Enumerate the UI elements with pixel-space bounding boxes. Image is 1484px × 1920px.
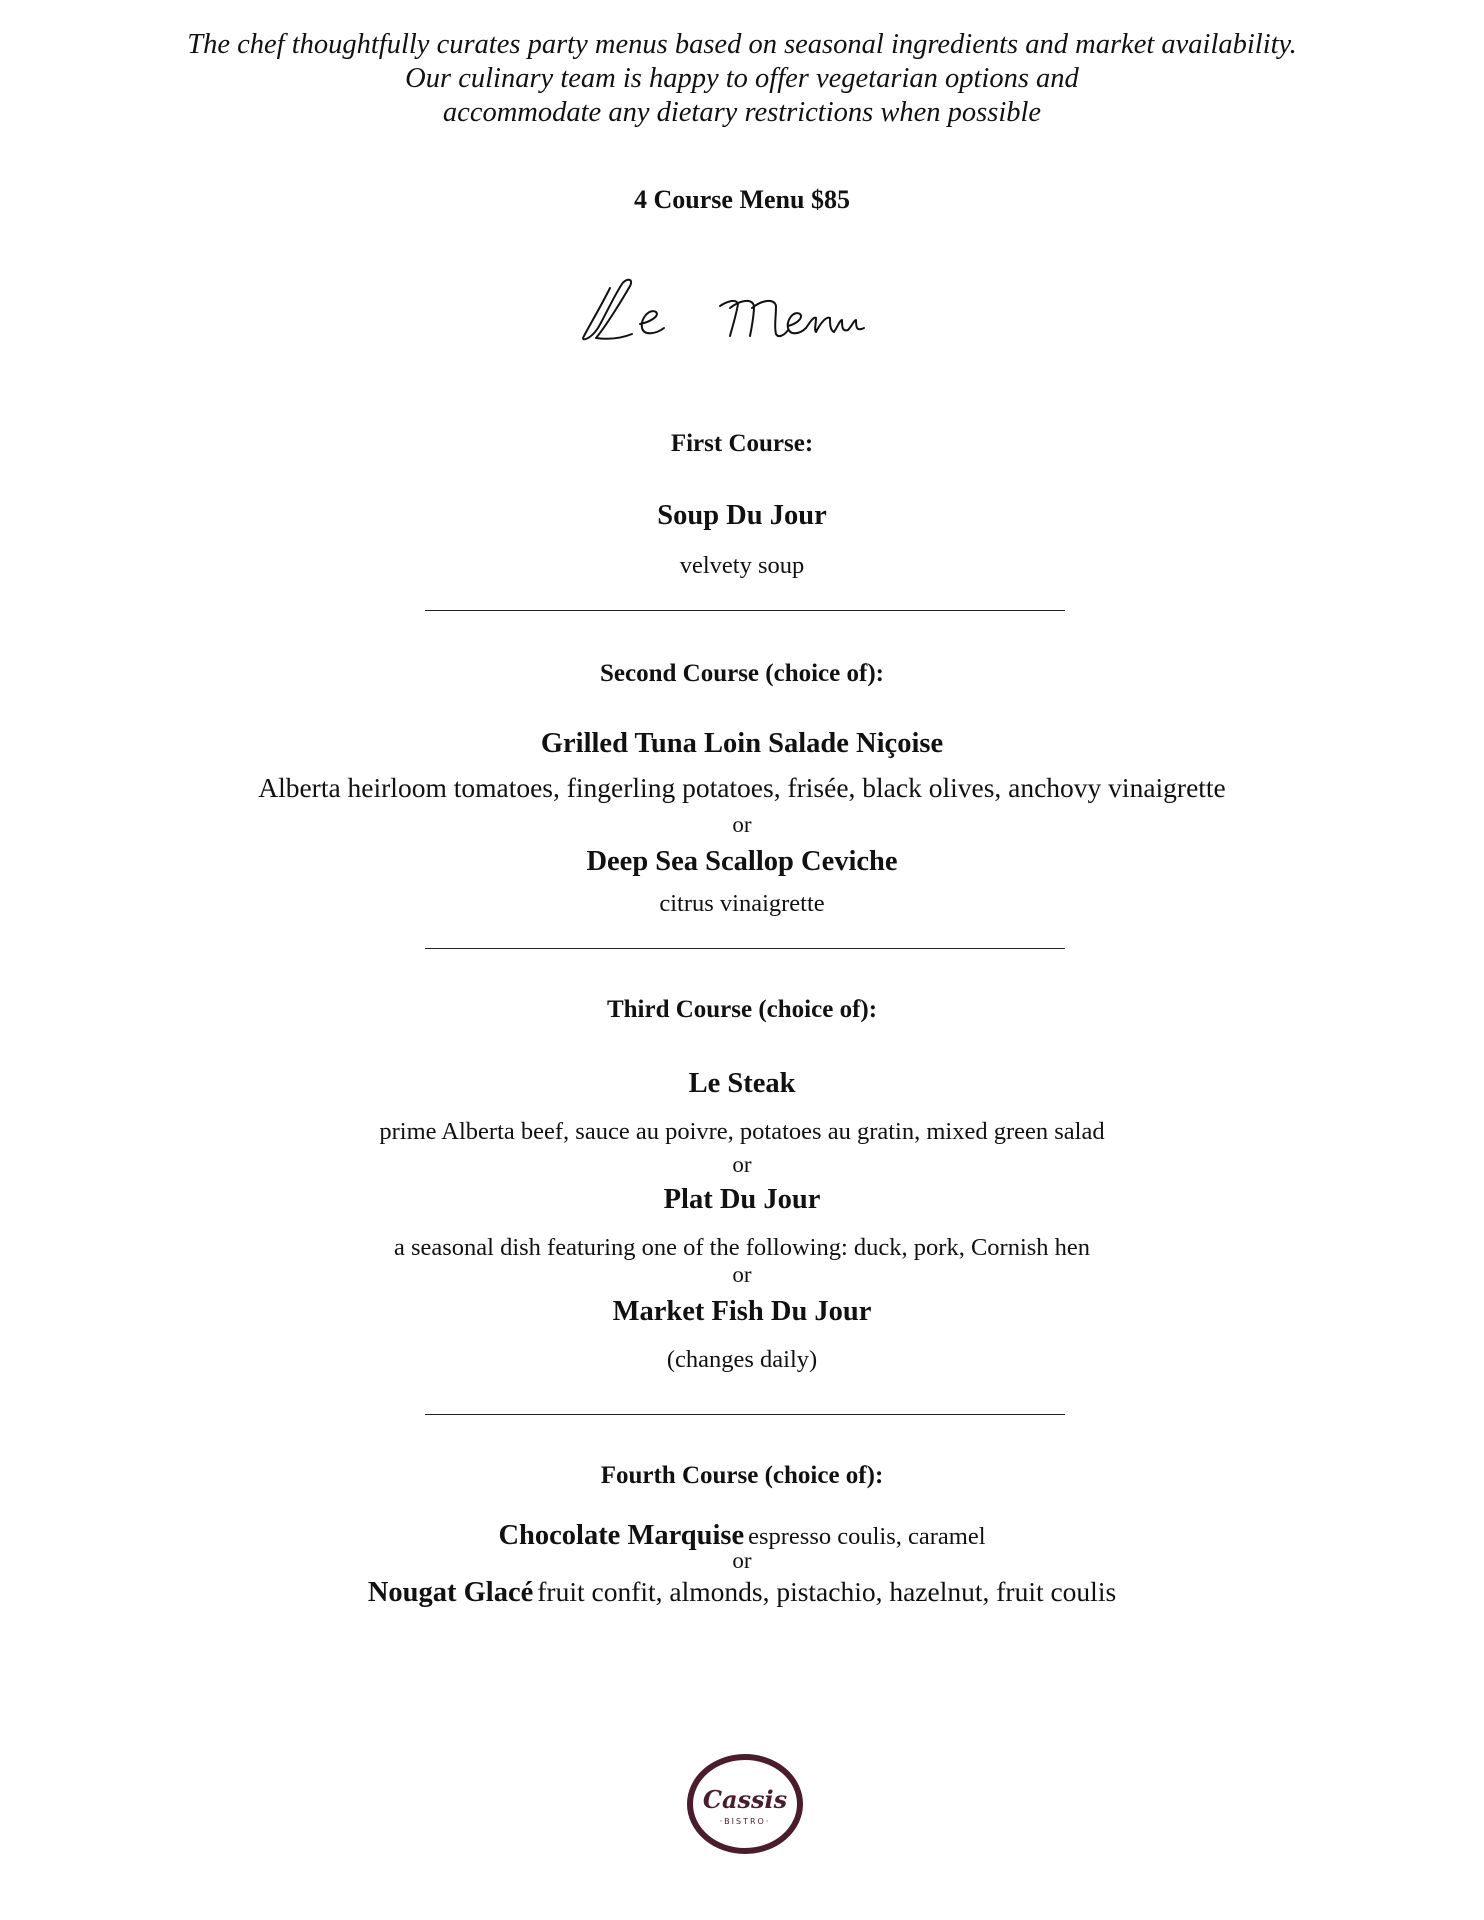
script-title-le-menu — [570, 268, 910, 348]
logo-subtitle: ·BISTRO· — [719, 1817, 771, 1826]
dish-name: Deep Sea Scallop Ceviche — [586, 846, 898, 877]
dish-description: velvety soup — [679, 552, 805, 579]
course-heading-third: Third Course (choice of): — [606, 996, 878, 1023]
or-separator: or — [732, 812, 752, 837]
dish-description: a seasonal dish featuring one of the following: duck, pork, Cornish hen — [393, 1234, 1091, 1261]
dish-description: citrus vinaigrette — [659, 890, 825, 917]
dish-name: Chocolate Marquise — [498, 1520, 745, 1551]
intro-line-3: accommodate any dietary restrictions when possible — [442, 97, 1042, 128]
dish-description: (changes daily) — [666, 1346, 818, 1373]
dish-name: Le Steak — [688, 1068, 796, 1099]
dish-description: prime Alberta beef, sauce au poivre, potatoes au gratin, mixed green salad — [379, 1118, 1105, 1145]
dish-name: Grilled Tuna Loin Salade Niçoise — [540, 728, 944, 759]
cassis-bistro-logo — [685, 1752, 805, 1856]
section-divider — [425, 948, 1065, 949]
intro-line-1: The chef thoughtfully curates party menus based on seasonal ingredients and market availability. — [187, 29, 1297, 60]
dish-name: Plat Du Jour — [663, 1184, 821, 1215]
dish-name: Market Fish Du Jour — [612, 1296, 872, 1327]
dish-name: Nougat Glacé — [367, 1577, 534, 1608]
dish-description: fruit confit, almonds, pistachio, hazelnut, fruit coulis — [537, 1576, 1117, 1607]
dish-description: espresso coulis, caramel — [748, 1523, 986, 1550]
course-heading-first: First Course: — [670, 430, 814, 457]
or-separator: or — [732, 1152, 752, 1177]
dish-name: Soup Du Jour — [657, 500, 827, 531]
dish-description: Alberta heirloom tomatoes, fingerling potatoes, frisée, black olives, anchovy vinaigrette — [258, 772, 1226, 803]
or-separator: or — [732, 1548, 752, 1573]
or-separator: or — [732, 1262, 752, 1287]
dessert-line-2 — [0, 1576, 1484, 1609]
intro-line-2: Our culinary team is happy to offer vegetarian options and — [405, 63, 1079, 94]
course-heading-fourth: Fourth Course (choice of): — [600, 1462, 884, 1489]
section-divider — [425, 1414, 1065, 1415]
menu-price: 4 Course Menu $85 — [634, 185, 850, 214]
logo-name: Cassis — [702, 1785, 788, 1814]
course-heading-second: Second Course (choice of): — [600, 660, 884, 687]
section-divider — [425, 610, 1065, 611]
